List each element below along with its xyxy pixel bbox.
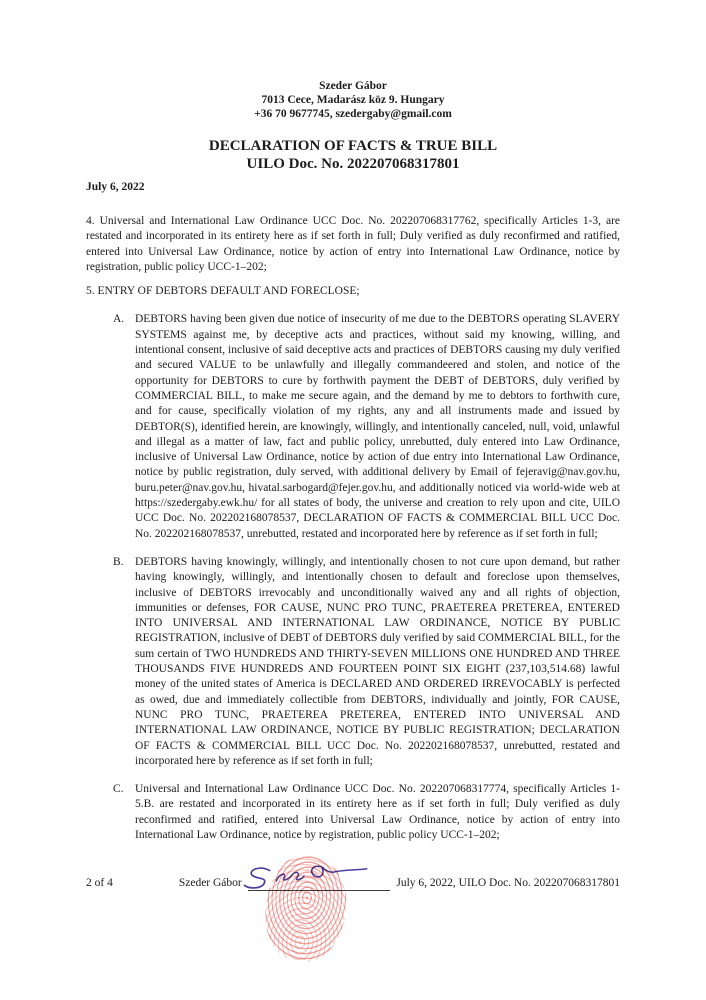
list-item-a bbox=[113, 312, 620, 541]
section-5-heading: 5. ENTRY OF DEBTORS DEFAULT AND FORECLOSE; bbox=[86, 285, 360, 298]
page-number: 2 of 4 bbox=[86, 877, 113, 889]
list-label-a: A. bbox=[113, 313, 125, 326]
document-number: UILO Doc. No. 202207068317801 bbox=[246, 155, 460, 172]
list-text-c: Universal and International Law Ordinance UCC Doc. No. 202207068317774, specifically Articles 1-5.B. are restated and incorporated in its entirety here as if set forth in full; Duly verified as duly reconfirmed and ratified, entered into Universal Law Ordinance, notice by action of entry into International Law Ordinance, notice by registration, public policy UCC-1–202; bbox=[135, 783, 620, 841]
sender-contact-block bbox=[86, 0, 620, 121]
title-block bbox=[86, 138, 620, 173]
sender-address: 7013 Cece, Madarász köz 9. Hungary bbox=[261, 94, 445, 106]
paragraph-4: 4. Universal and International Law Ordinance UCC Doc. No. 202207068317762, specifically Articles 1-3, are restated and incorporated in its entirety here as if set forth in full; Duly verified as duly reconfirmed and ratified, entered into Universal Law Ordinance, notice by action of entry into International Law Ordinance, notice by registration, public policy UCC-1–202; bbox=[86, 215, 620, 273]
signature-stroke-1 bbox=[243, 868, 270, 889]
footer-date-doc-number: July 6, 2022, UILO Doc. No. 202207068317801 bbox=[396, 877, 620, 889]
list-label-c: C. bbox=[113, 783, 124, 796]
list-label-b: B. bbox=[113, 555, 124, 568]
sender-name: Szeder Gábor bbox=[319, 80, 387, 92]
document-date: July 6, 2022 bbox=[86, 181, 145, 193]
sender-phone-email: +36 70 9677745, szedergaby@gmail.com bbox=[254, 108, 452, 120]
signer-name: Szeder Gábor bbox=[178, 877, 242, 889]
document-title: DECLARATION OF FACTS & TRUE BILL bbox=[208, 138, 498, 154]
list-item-c bbox=[113, 782, 620, 843]
list-item-b bbox=[113, 555, 620, 769]
list-text-b: DEBTORS having knowingly, willingly, and intentionally chosen to not cure upon demand, but rather having knowingly, willingly, and intentionally chosen to default and foreclose upon themselves, inclusive of DEBTORS irrevocably and unconditionally waived any and all rights of objection, immunities or defenses, FOR CAUSE, NUNC PRO TUNC, PRAETEREA PRETEREA, ENTERED INTO UNIVERSAL AND INTERNATIONAL LAW ORDINANCE, NOTICE BY PUBLIC REGISTRATION, inclusive of DEBT of DEBTORS duly verified by said COMMERCIAL BILL, for the sum certain of TWO HUNDREDS AND THIRTY-SEVEN MILLIONS ONE HUNDRED AND THREE THOUSANDS FIVE HUNDREDS AND FOURTEEN POINT SIX EIGHT (237,103,514.68) lawful money of the united states of America is DECLARED AND ORDERED IRREVOCABLY is perfected as owed, due and immediately collectible from DEBTORS, individually and jointly, FOR CAUSE, NUNC PRO TUNC, PRAETEREA PRETEREA, ENTERED INTO UNIVERSAL AND INTERNATIONAL LAW ORDINANCE, NOTICE BY PUBLIC REGISTRATION; DECLARATION OF FACTS & COMMERCIAL BILL UCC Doc. No. 202202168078537, unrebutted, restated and incorporated here by reference as if set forth in full; bbox=[135, 555, 620, 767]
list-text-a: DEBTORS having been given due notice of insecurity of me due to the DEBTORS operating SLAVERY SYSTEMS against me, by deceptive acts and practices, without said my knowing, willing, and intentional consent, inclusive of said deceptive acts and practices of DEBTORS causing my duly verified and secured VALUE to be unlawfully and illegally commandeered and stolen, and notice of the opportunity for DEBTORS to cure by forthwith payment the DEBT of DEBTORS, duly verified by COMMERCIAL BILL, to make me secure again, and the demand by me to debtors to forthwith cure, and for cause, specifically violation of my rights, any and all instruments made and issued by DEBTOR(S), identified herein, are knowingly, willingly, and intentionally canceled, null, void, unlawful and illegal as a matter of law, fact and public policy, unrebutted, duly entered into Law Ordinance, inclusive of Universal Law Ordinance, notice by action of due entry into International Law Ordinance, notice by public registration, duly served, with additional delivery by Email of fejeravig@nav.gov.hu, buru.peter@nav.gov.hu, hivatal.sarbogard@fejer.gov.hu, and additionally noticed via world-wide web at https://szedergaby.ewk.hu/ for all states of body, the universe and creation to rely upon and cite, UILO UCC Doc. No. 202202168078537, DECLARATION OF FACTS & COMMERCIAL BILL UCC Doc. No. 202202168078537, unrebutted, restated and incorporated here by reference as if set forth in full; bbox=[135, 313, 620, 540]
